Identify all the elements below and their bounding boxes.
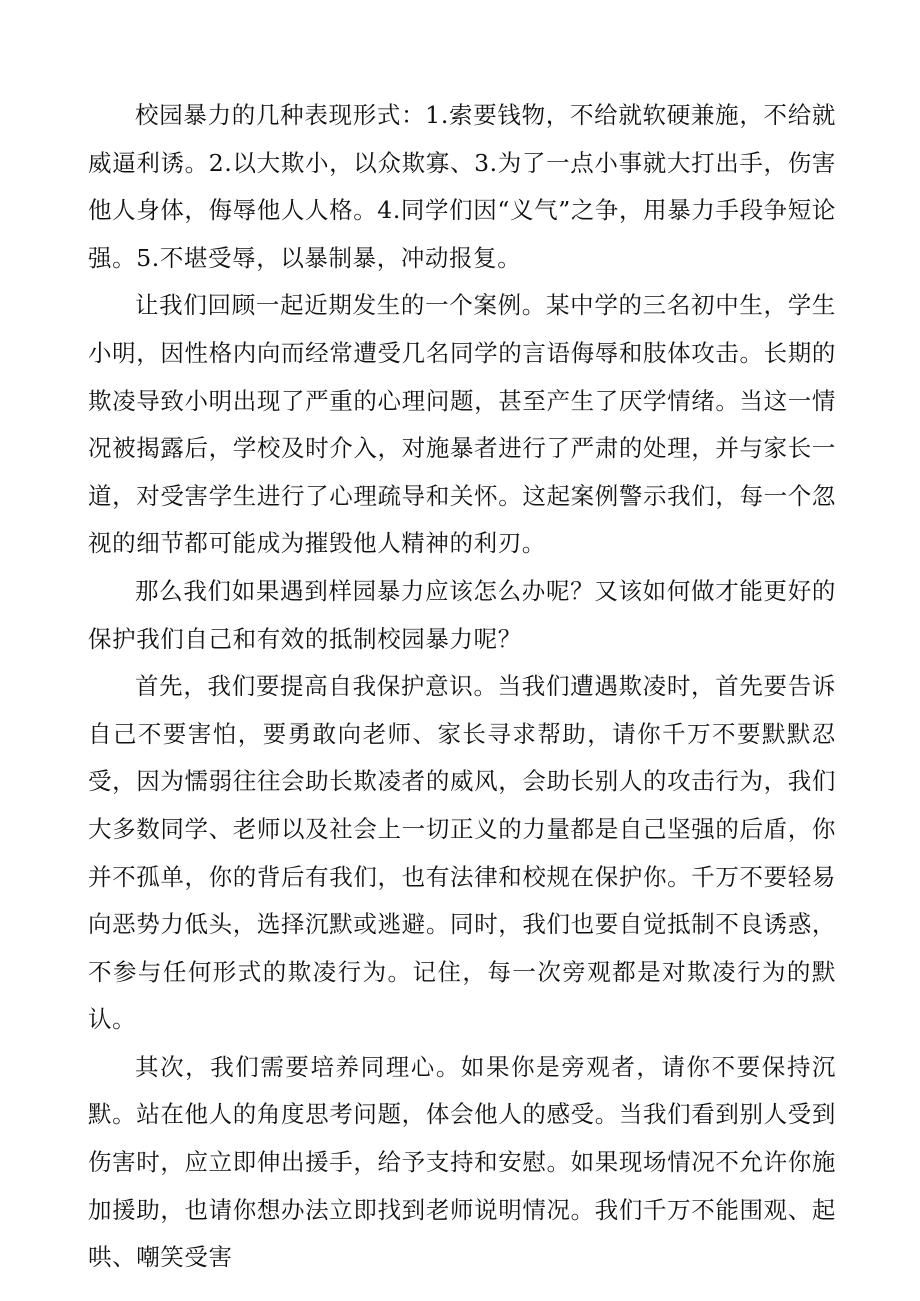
paragraph-question: 那么我们如果遇到样园暴力应该怎么办呢？又该如何做才能更好的保护我们自己和有效的抵制校园暴力呢？ [88, 576, 836, 653]
paragraph-empathy: 其次，我们需要培养同理心。如果你是旁观者，请你不要保持沉默。站在他人的角度思考问题，体会他人的感受。当我们看到别人受到伤害时，应立即伸出援手，给予支持和安慰。如果现场情况不允许你施加援助，也请你想办法立即找到老师说明情况。我们千万不能围观、起哄、嘲笑受害 [88, 1052, 836, 1272]
paragraph-case-review: 让我们回顾一起近期发生的一个案例。某中学的三名初中生，学生小明，因性格内向而经常遭受几名同学的言语侮辱和肢体攻击。长期的欺凌导致小明出现了严重的心理问题，甚至产生了厌学情绪。当这一情况被揭露后，学校及时介入，对施暴者进行了严肃的处理，并与家长一道，对受害学生进行了心理疏导和关怀。这起案例警示我们，每一个忽视的细节都可能成为摧毁他人精神的利刃。 [88, 291, 836, 558]
document-page [88, 92, 836, 1282]
paragraph-self-protection: 首先，我们要提高自我保护意识。当我们遭遇欺凌时，首先要告诉自己不要害怕，要勇敢向老师、家长寻求帮助，请你千万不要默默忍受，因为懦弱往往会助长欺凌者的威风，会助长别人的攻击行为，我们大多数同学、老师以及社会上一切正义的力量都是自己坚强的后盾，你并不孤单，你的背后有我们，也有法律和校规在保护你。千万不要轻易向恶势力低头，选择沉默或逃避。同时，我们也要自觉抵制不良诱惑，不参与任何形式的欺凌行为。记住，每一次旁观都是对欺凌行为的默认。 [88, 672, 836, 1034]
paragraph-forms-of-violence: 校园暴力的几种表现形式：1.索要钱物，不给就软硬兼施，不给就威逼利诱。2.以大欺小，以众欺寡、3.为了一点小事就大打出手，伤害他人身体，侮辱他人人格。4.同学们因“义气”之争，用暴力手段争短论强。5.不堪受辱，以暴制暴，冲动报复。 [88, 101, 836, 272]
